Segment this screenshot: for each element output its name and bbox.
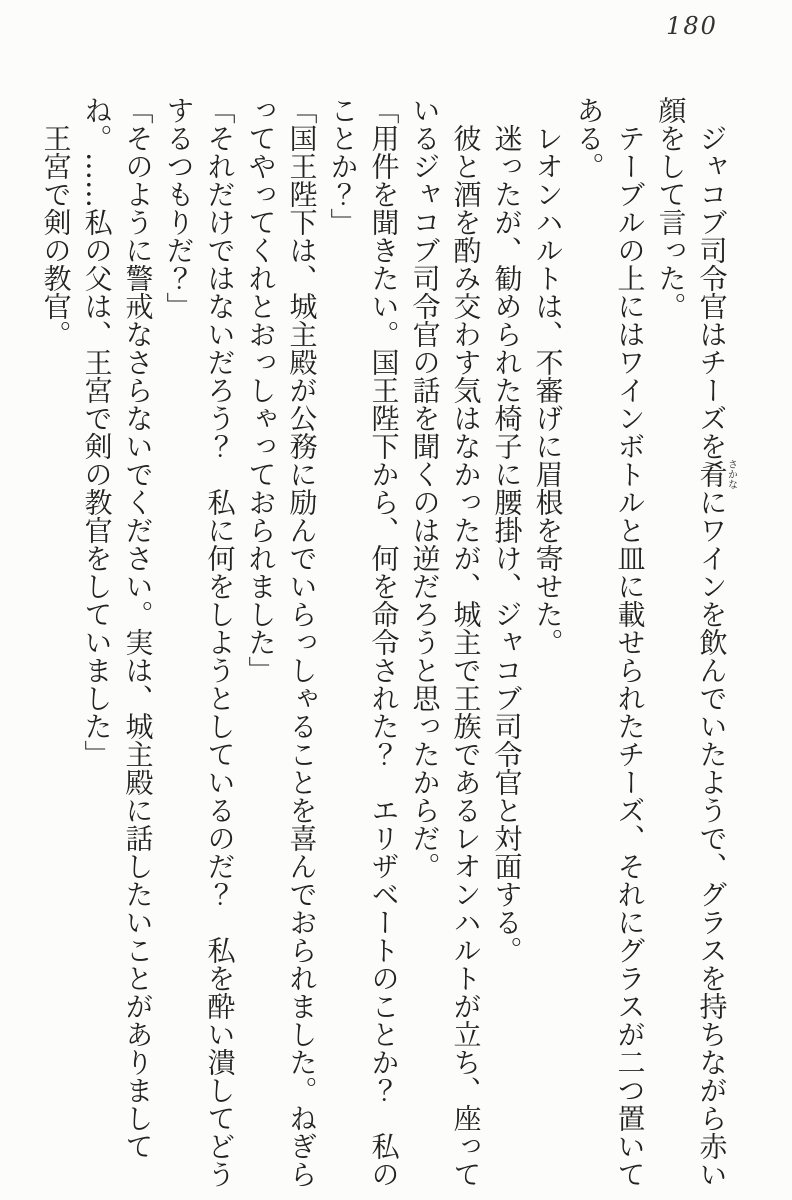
paragraph: 彼と酒を酌み交わす気はなかったが、城主で王族であるレオンハルトが立ち、座っているジャコブ司令官の話を聞くのは逆だろうと思ったからだ。 <box>408 96 483 1188</box>
paragraph: レオンハルトは、不審げに眉根を寄せた。 <box>531 124 565 656</box>
text-body <box>36 96 736 1192</box>
paragraph: 「国王陛下は、城主殿が公務に励んでいらっしゃることを喜んでおられました。ねぎらってやってくれとおっしゃっておられました」 <box>244 96 319 1188</box>
paragraph: 「用件を聞きたい。国王陛下から、何を命令された？ エリザベートのことか？ 私のことか？」 <box>326 96 401 1188</box>
paragraph: 王宮で剣の教官。 <box>39 124 73 348</box>
paragraph: 「それだけではないだろう？ 私に何をしようとしているのだ？ 私を酔い潰してどうするつもりだ？」 <box>162 96 237 1188</box>
paragraph: 迷ったが、勧められた椅子に腰掛け、ジャコブ司令官と対面する。 <box>490 124 524 964</box>
ruby-annotated-word: 肴さかな <box>695 459 737 489</box>
paragraph: テーブルの上にはワインボトルと皿に載せられたチーズ、それにグラスが二つ置いてある。 <box>572 96 647 1188</box>
paragraph: 「そのように警戒なさらないでください。実は、城主殿に話したいことがありましてね。……私の父は、王宮で剣の教官をしていました」 <box>80 96 155 1160</box>
paragraph: ジャコブ司令官はチーズを肴さかなにワインを飲んでいたようで、グラスを持ちながら赤い顔をして言った。 <box>654 96 737 1188</box>
page-number: 180 <box>666 12 718 40</box>
